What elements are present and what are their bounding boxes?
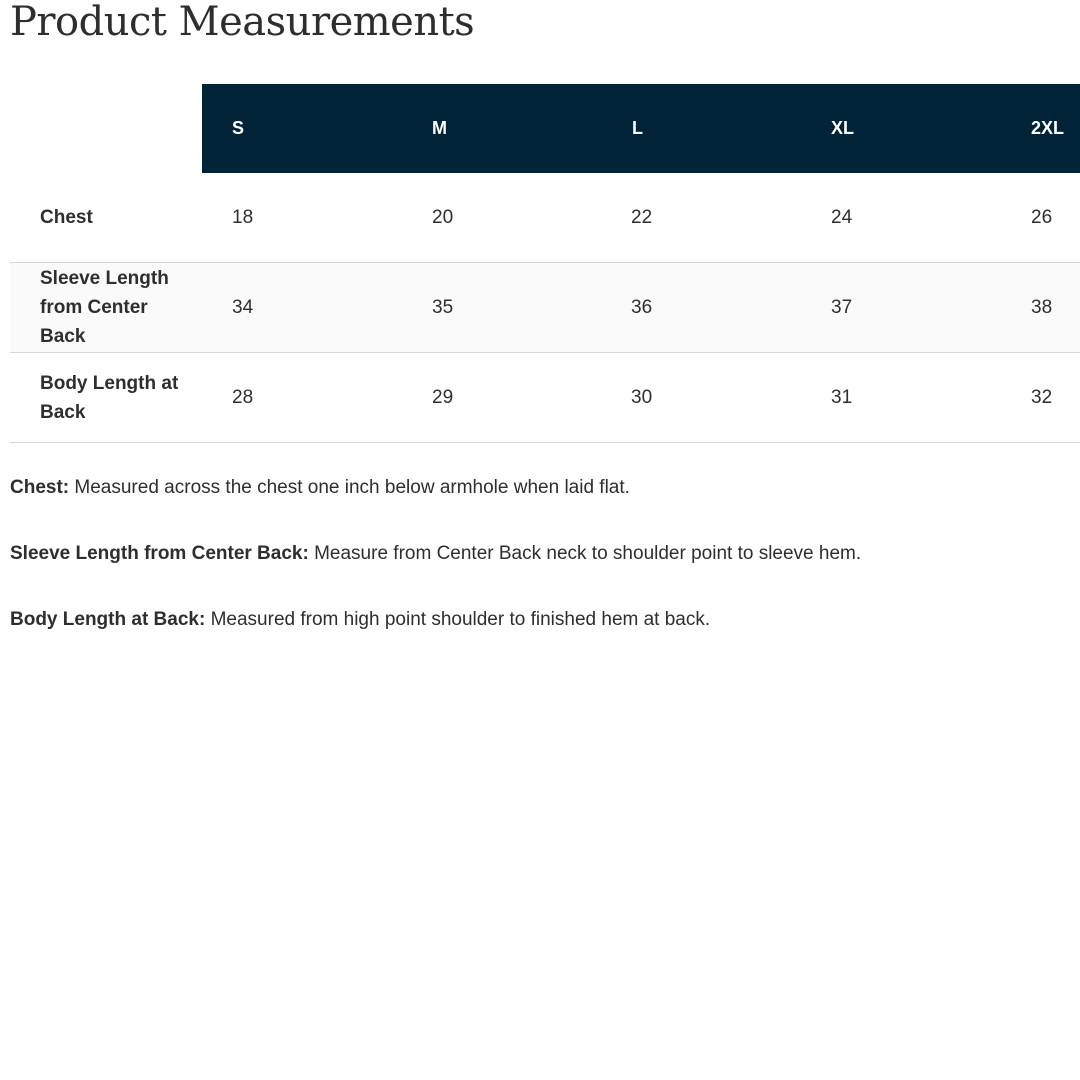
size-header-m: M [432, 118, 447, 138]
note-chest [10, 474, 1070, 501]
table-row-body-length [10, 353, 1080, 443]
table-cell: 18 [232, 207, 254, 228]
note-sleeve-length [10, 540, 1070, 567]
table-cell: 29 [432, 387, 454, 408]
table-cell: 30 [631, 387, 653, 408]
table-header-row [10, 84, 1080, 173]
row-label: Chest [40, 207, 93, 228]
page-title: Product Measurements [10, 0, 475, 45]
table-cell: 37 [831, 297, 853, 318]
row-label: Body Length at Back [40, 372, 179, 423]
size-header-l: L [632, 118, 643, 138]
table-row-chest [10, 173, 1080, 263]
size-header-s: S [232, 118, 245, 138]
note-term: Chest: [10, 477, 70, 498]
table-cell: 22 [631, 207, 653, 228]
note-text: Measure from Center Back neck to shoulder point to sleeve hem. [308, 543, 862, 564]
table-cell: 24 [831, 207, 853, 228]
measurement-notes [10, 474, 1070, 672]
table-cell: 36 [631, 297, 653, 318]
size-header-xl: XL [831, 118, 855, 138]
table-cell: 26 [1031, 207, 1053, 228]
table-row-sleeve-length [10, 263, 1080, 353]
size-header-2xl: 2XL [1031, 118, 1065, 138]
note-body-length [10, 606, 1070, 633]
note-text: Measured across the chest one inch below armhole when laid flat. [69, 477, 630, 498]
table-cell: 31 [831, 387, 853, 408]
table-cell: 28 [232, 387, 254, 408]
measurements-table [10, 84, 1080, 443]
note-term: Body Length at Back: [10, 609, 206, 630]
row-label: Sleeve Length from Center Back [40, 268, 169, 347]
table-cell: 20 [432, 207, 454, 228]
table-cell: 35 [432, 297, 454, 318]
table-cell: 32 [1031, 387, 1053, 408]
note-term: Sleeve Length from Center Back: [10, 543, 309, 564]
table-cell: 38 [1031, 297, 1053, 318]
table-cell: 34 [232, 297, 254, 318]
note-text: Measured from high point shoulder to finished hem at back. [205, 609, 711, 630]
